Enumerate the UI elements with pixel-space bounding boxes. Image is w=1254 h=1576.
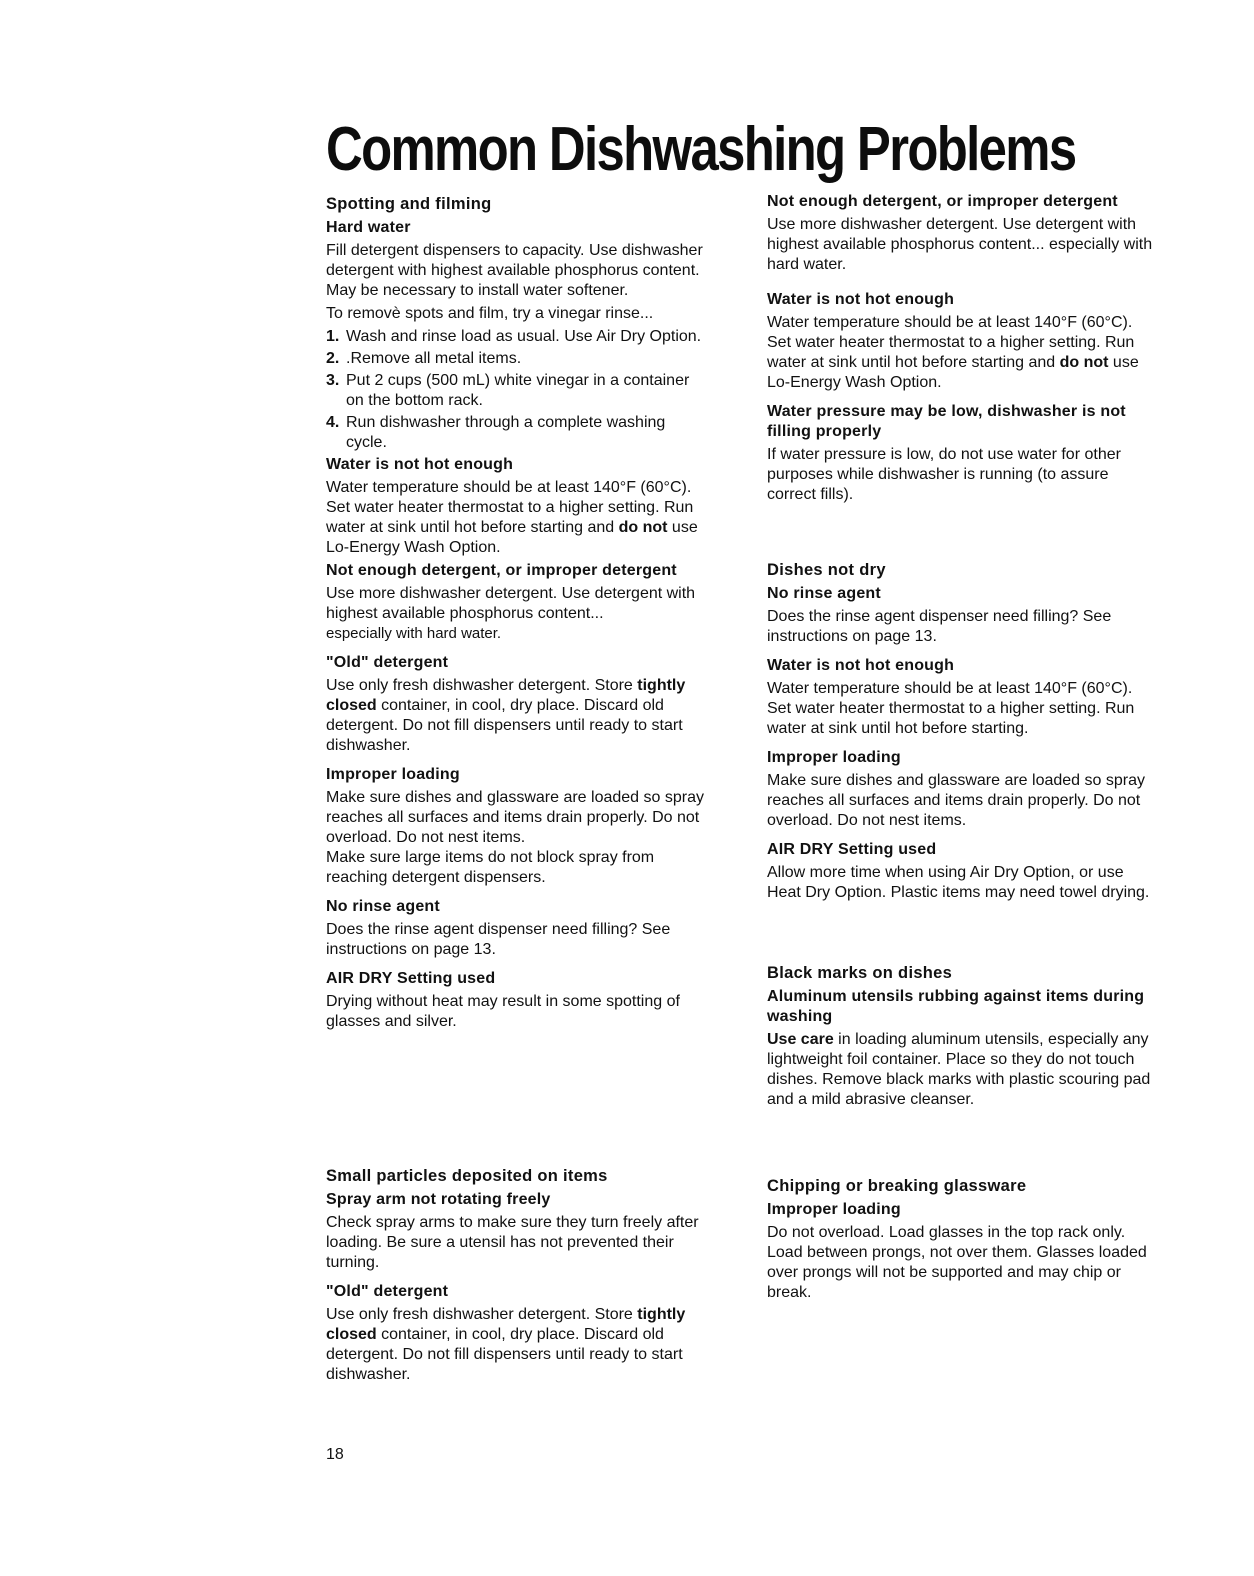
body-text: Make sure dishes and glassware are loaded so spray reaches all surfaces and items drain properly. Do not overload. Do not nest items. [326,789,704,846]
section-heading: Chipping or breaking glassware [767,1177,1027,1195]
body-text: Use only fresh dishwasher detergent. Store tightly closed container, in cool, dry place. Discard old detergent. Do not fill dispensers until ready to start dishwasher. [326,1306,686,1383]
list-item: 2. .Remove all metal items. [326,350,522,367]
page-title: Common Dishwashing Problems [326,115,1076,184]
cause-heading: Not enough detergent, or improper detergent [326,562,677,579]
right-column-chipping [767,1176,1159,1306]
cause-heading: Water is not hot enough [767,657,955,674]
cause-heading: "Old" detergent [326,654,449,671]
right-column-black-marks [767,963,1159,1113]
body-text: Water temperature should be at least 140°F (60°C). Set water heater thermostat to a higher setting. Run water at sink until hot before starting and do not use Lo-Energy Wash Option. [326,479,698,556]
body-text: Use only fresh dishwasher detergent. Store tightly closed container, in cool, dry place. Discard old detergent. Do not fill dispensers until ready to start dishwasher. [326,677,686,754]
left-column-bottom [326,1166,706,1388]
cause-heading: Aluminum utensils rubbing against items during washing [767,988,1145,1025]
body-text: Use more dishwasher detergent. Use detergent with highest available phosphorus content... especially with hard water. [767,216,1153,273]
body-text: Does the rinse agent dispenser need filling? See instructions on page 13. [767,608,1112,645]
cause-heading: Hard water [326,219,411,236]
body-text: Use care in loading aluminum utensils, especially any lightweight foil container. Place so they do not touch dishes. Remove black marks with plastic scouring pad and a mild abrasive cleanser. [767,1031,1151,1108]
cause-heading: Improper loading [767,749,901,766]
cause-heading: Water is not hot enough [767,291,955,308]
cause-heading: Water pressure may be low, dishwasher is not filling properly [767,403,1126,440]
cause-heading: AIR DRY Setting used [326,970,496,987]
cause-heading: Improper loading [767,1201,901,1218]
right-column [767,192,1159,508]
page-number: 18 [326,1446,344,1463]
section-heading: Spotting and filming [326,195,492,213]
cause-heading: Not enough detergent, or improper detergent [767,193,1118,210]
right-column-dishes-not-dry [767,560,1159,906]
cause-heading: AIR DRY Setting used [767,841,937,858]
body-text: Does the rinse agent dispenser need filling? See instructions on page 13. [326,921,671,958]
body-text: Drying without heat may result in some spotting of glasses and silver. [326,993,680,1030]
list-item: 4. Run dishwasher through a complete washing cycle. [326,414,666,451]
body-text: Water temperature should be at least 140°F (60°C). Set water heater thermostat to a higher setting. Run water at sink until hot before starting and do not use Lo-Energy Wash Option. [767,314,1139,391]
section-heading: Dishes not dry [767,561,886,579]
list-item: 3. Put 2 cups (500 mL) white vinegar in a container on the bottom rack. [326,372,690,409]
body-text: especially with hard water. [326,625,502,642]
cause-heading: Spray arm not rotating freely [326,1191,551,1208]
cause-heading: "Old" detergent [326,1283,449,1300]
body-text: If water pressure is low, do not use water for other purposes while dishwasher is running (to assure correct fills). [767,446,1121,503]
section-heading: Small particles deposited on items [326,1167,608,1185]
cause-heading: No rinse agent [326,898,440,915]
left-column [326,194,706,1035]
vinegar-rinse-steps [326,327,706,453]
body-text: Fill detergent dispensers to capacity. Use dishwasher detergent with highest available phosphorus content. May be necessary to install water softener. [326,242,703,299]
body-text: Allow more time when using Air Dry Option, or use Heat Dry Option. Plastic items may need towel drying. [767,864,1150,901]
body-text: Do not overload. Load glasses in the top rack only. Load between prongs, not over them. Glasses loaded over prongs will not be supported and may chip or break. [767,1224,1147,1301]
cause-heading: Improper loading [326,766,460,783]
body-text: Check spray arms to make sure they turn freely after loading. Be sure a utensil has not prevented their turning. [326,1214,699,1271]
body-text: Use more dishwasher detergent. Use detergent with highest available phosphorus content... [326,585,696,622]
section-heading: Black marks on dishes [767,964,953,982]
body-text: Water temperature should be at least 140°F (60°C). Set water heater thermostat to a higher setting. Run water at sink until hot before starting. [767,680,1135,737]
body-text: Make sure dishes and glassware are loaded so spray reaches all surfaces and items drain properly. Do not overload. Do not nest items. [767,772,1145,829]
body-text: To removè spots and film, try a vinegar rinse... [326,305,654,322]
cause-heading: No rinse agent [767,585,881,602]
list-item: 1. Wash and rinse load as usual. Use Air Dry Option. [326,328,702,345]
body-text: Make sure large items do not block spray from reaching detergent dispensers. [326,849,655,886]
cause-heading: Water is not hot enough [326,456,514,473]
